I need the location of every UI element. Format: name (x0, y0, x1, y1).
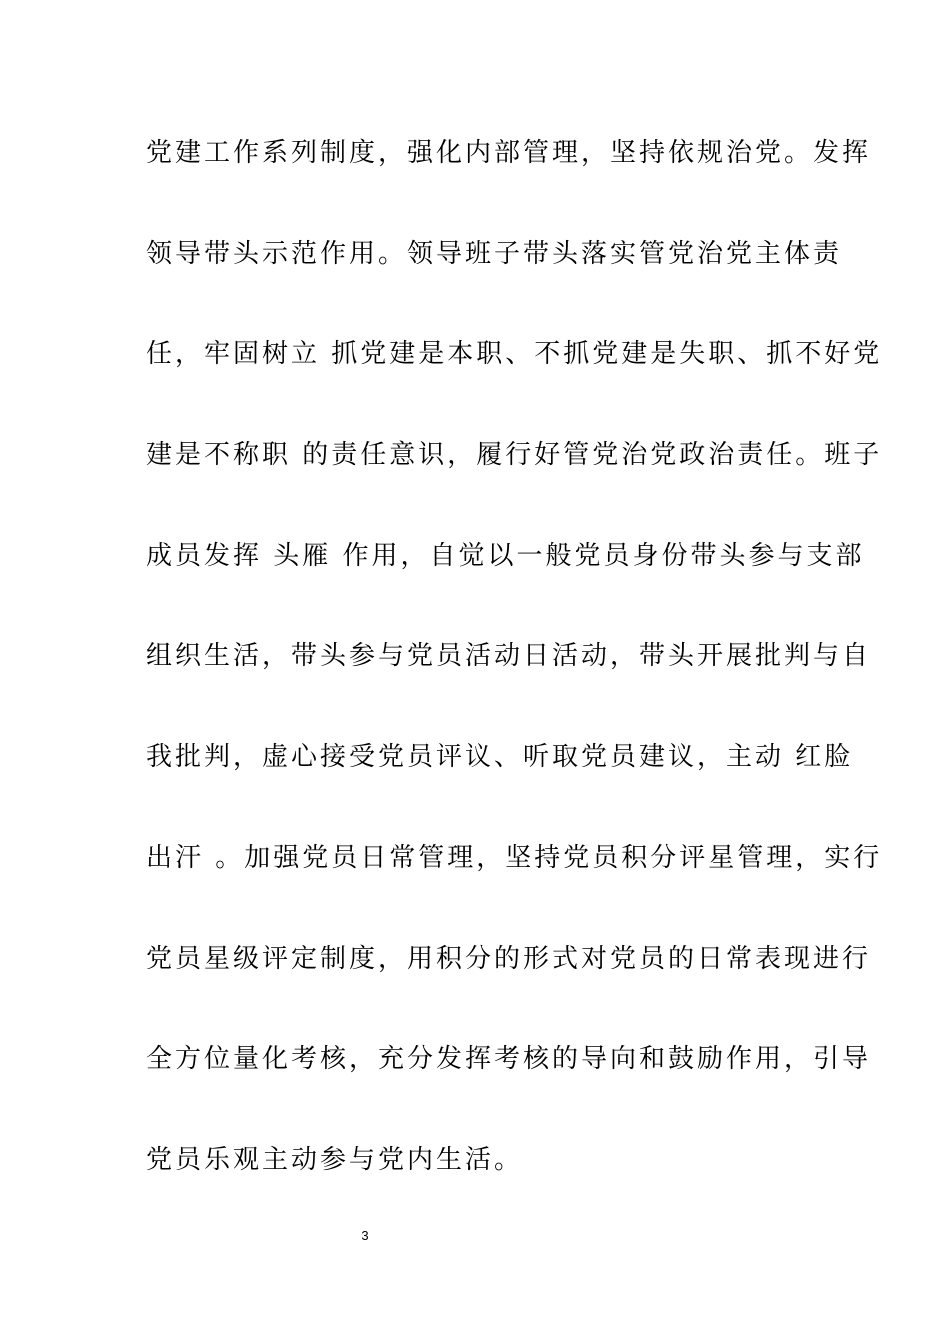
text-line: 全方位量化考核，充分发挥考核的导向和鼓励作用，引导 (146, 1044, 872, 1075)
text-line: 组织生活，带头参与党员活动日活动，带头开展批判与自 (146, 641, 872, 672)
body-paragraph (146, 128, 883, 1236)
text-line: 任，牢固树立 抓党建是本职、不抓党建是失职、抓不好党 (146, 339, 883, 370)
text-line: 党建工作系列制度，强化内部管理，坚持依规治党。发挥 (146, 138, 872, 168)
text-line: 党员乐观主动参与党内生活。 (146, 1144, 524, 1175)
text-line: 我批判，虚心接受党员评议、听取党员建议，主动 红脸 (146, 742, 854, 773)
text-line: 成员发挥 头雁 作用，自觉以一般党员身份带头参与支部 (146, 540, 865, 571)
text-line: 领导带头示范作用。领导班子带头落实管党治党主体责 (146, 238, 843, 269)
text-line: 党员星级评定制度，用积分的形式对党员的日常表现进行 (146, 943, 872, 974)
page-number: 3 (361, 1228, 369, 1243)
text-line: 出汗 。加强党员日常管理，坚持党员积分评星管理，实行 (146, 842, 883, 873)
text-line: 建是不称职 的责任意识，履行好管党治党政治责任。班子 (146, 440, 883, 471)
